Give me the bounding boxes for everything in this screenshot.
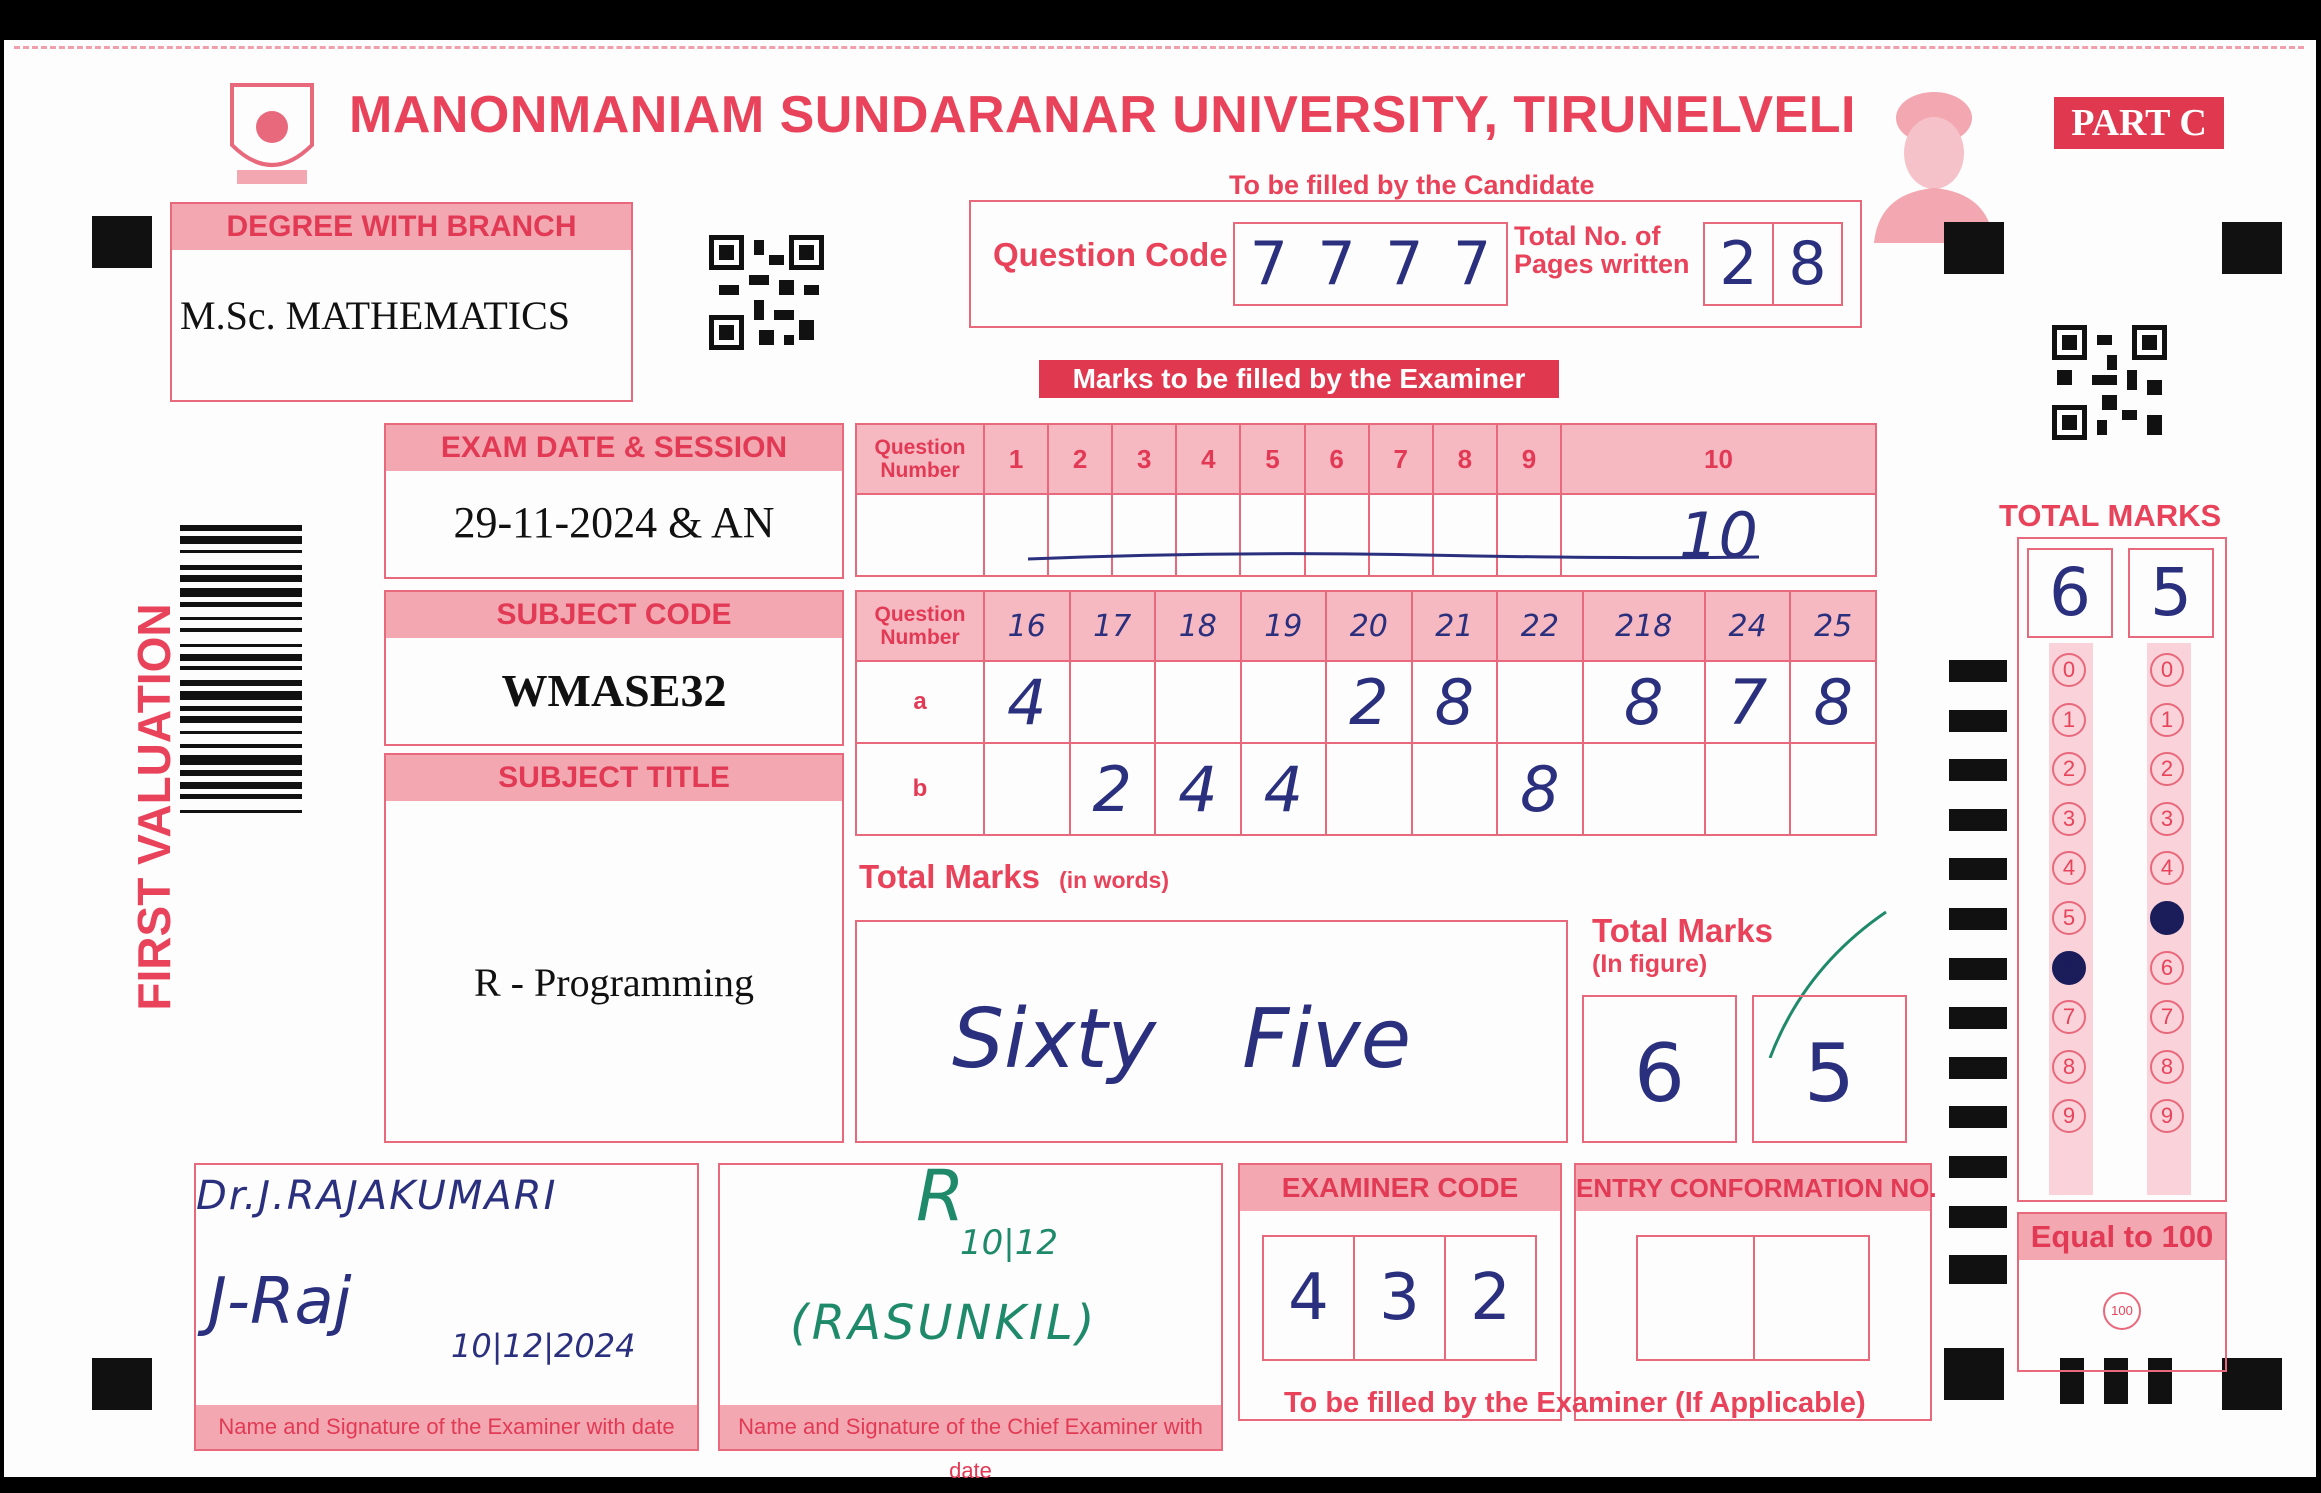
question-code-digit: 7 — [1453, 229, 1492, 299]
total-words-title: Total Marks — [859, 858, 1040, 895]
barcode-bar — [180, 706, 302, 711]
barcode-bar — [180, 575, 302, 582]
entry-confirmation-box — [1574, 1163, 1937, 1421]
omr-digit: 6 — [2049, 554, 2091, 631]
mark-cell[interactable]: 8 — [1790, 661, 1876, 743]
mark-cell[interactable] — [1241, 661, 1327, 743]
question-number-cell: 1 — [984, 424, 1048, 494]
mark-cell[interactable] — [1583, 743, 1705, 835]
question-number-cell: 218 — [1583, 591, 1705, 661]
subject-code-label: SUBJECT CODE — [386, 592, 842, 638]
timing-mark — [1949, 908, 2007, 930]
examiner-code-digit: 4 — [1264, 1237, 1355, 1359]
corner-mark — [1944, 1348, 2004, 1400]
qr-code — [2052, 325, 2167, 440]
omr-bubble[interactable]: 1 — [2150, 703, 2184, 737]
barcode-bar — [180, 654, 302, 661]
total-words-field[interactable] — [855, 920, 1568, 1143]
question-number-line1: Question — [874, 603, 966, 626]
footer-note: To be filled by the Examiner (If Applicable) — [1284, 1387, 1866, 1419]
qr-code — [709, 235, 824, 350]
timing-mark — [1949, 1106, 2007, 1128]
barcode-bar — [180, 617, 302, 620]
equal-to-badge: 100 — [2103, 1292, 2141, 1330]
question-code-digit: 7 — [1249, 229, 1288, 299]
question-number-cell: 8 — [1433, 424, 1497, 494]
omr-bubble[interactable]: 0 — [2052, 653, 2086, 687]
subject-title-box — [384, 753, 844, 1143]
omr-digit-units — [2128, 548, 2214, 638]
barcode-bar — [180, 588, 302, 597]
mark-cell[interactable] — [1070, 661, 1156, 743]
timing-mark — [1949, 1057, 2007, 1079]
barcode-bar — [180, 602, 302, 607]
question-number-cell: 24 — [1705, 591, 1791, 661]
answer-sheet — [4, 40, 2316, 1483]
timing-mark — [1949, 858, 2007, 880]
question-number-cell: 6 — [1305, 424, 1369, 494]
mark-cell[interactable] — [1497, 661, 1583, 743]
mark-cell[interactable] — [1705, 743, 1791, 835]
equal-to-box — [2017, 1212, 2227, 1372]
entry-confirmation-divider — [1753, 1237, 1755, 1359]
marks-table-2-header — [856, 591, 1876, 661]
omr-bubble[interactable]: 3 — [2052, 802, 2086, 836]
total-words-sub: (in words) — [1059, 867, 1169, 893]
examiner-code-field[interactable] — [1262, 1235, 1537, 1361]
omr-digit-tens — [2027, 548, 2113, 638]
total-figure-digit: 6 — [1634, 1027, 1685, 1120]
omr-bubble[interactable]: 2 — [2052, 752, 2086, 786]
barcode-bar — [180, 565, 302, 570]
mark-cell[interactable]: 4 — [984, 661, 1070, 743]
mark-cell[interactable]: 4 — [1155, 743, 1241, 835]
pages-written-field[interactable] — [1703, 222, 1843, 306]
question-number-label — [856, 591, 984, 661]
question-code-digit: 7 — [1317, 229, 1356, 299]
question-number-cell: 2 — [1048, 424, 1112, 494]
degree-value: M.Sc. MATHEMATICS — [180, 293, 571, 338]
omr-bubble[interactable]: 7 — [2150, 1000, 2184, 1034]
question-number-cell: 19 — [1241, 591, 1327, 661]
perforation-line — [14, 46, 2304, 49]
question-number-line1: Question — [874, 436, 966, 459]
question-number-cell: 10 — [1561, 424, 1876, 494]
question-code-digit: 7 — [1385, 229, 1424, 299]
timing-mark — [1949, 1206, 2007, 1228]
marks-row-b — [856, 743, 1876, 835]
mark-cell[interactable] — [984, 743, 1070, 835]
corner-mark — [1944, 222, 2004, 274]
examiner-sign: J-Raj — [208, 1265, 352, 1339]
question-number-cell: 22 — [1497, 591, 1583, 661]
mark-cell[interactable]: 10 — [1561, 494, 1876, 576]
question-number-line2: Number — [880, 459, 960, 482]
corner-mark — [2222, 222, 2282, 274]
chief-caption: Name and Signature of the Chief Examiner with date — [720, 1405, 1221, 1449]
omr-bubble[interactable]: 8 — [2052, 1050, 2086, 1084]
barcode-bar — [180, 731, 302, 734]
university-name: MANONMANIAM SUNDARANAR UNIVERSITY, TIRUNELVELI — [349, 86, 1856, 144]
corner-mark — [2222, 1358, 2282, 1410]
pages-label-line2: Pages written — [1514, 249, 1690, 279]
founder-portrait — [1869, 78, 1999, 243]
university-logo — [222, 75, 322, 195]
exam-date-label: EXAM DATE & SESSION — [386, 425, 842, 471]
corner-mark — [92, 216, 152, 268]
barcode-bar — [180, 782, 302, 789]
marks-row-a — [856, 661, 1876, 743]
mark-cell[interactable] — [1790, 743, 1876, 835]
examiner-code-label: EXAMINER CODE — [1240, 1165, 1560, 1211]
pages-written-label — [1514, 222, 1690, 278]
mark-cell[interactable]: 7 — [1705, 661, 1791, 743]
omr-bubble[interactable]: 9 — [2052, 1099, 2086, 1133]
timing-mark — [1949, 1262, 2007, 1284]
timing-mark — [1949, 759, 2007, 781]
question-number-cell: 9 — [1497, 424, 1561, 494]
question-number-cell: 21 — [1412, 591, 1498, 661]
barcode-bar — [180, 525, 302, 531]
mark-cell[interactable]: 8 — [1583, 661, 1705, 743]
corner-mark — [92, 1358, 152, 1410]
examiner-caption: Name and Signature of the Examiner with date — [196, 1405, 697, 1449]
omr-bubble[interactable]: 4 — [2150, 851, 2184, 885]
question-number-label — [856, 424, 984, 494]
exam-date-box — [384, 423, 844, 579]
barcode-bar — [180, 680, 302, 686]
examiner-code-digit: 3 — [1355, 1237, 1446, 1359]
part-badge: PART C — [2054, 97, 2224, 149]
total-words-value: Sixty Five — [952, 992, 1412, 1087]
barcode-bar — [180, 744, 302, 748]
timing-mark — [1949, 809, 2007, 831]
question-number-cell: 5 — [1240, 424, 1304, 494]
chief-examiner-box — [718, 1155, 1223, 1483]
chief-name: (RASUNKIL) — [790, 1295, 1098, 1351]
total-figure-tens[interactable] — [1582, 995, 1737, 1143]
subject-code-box — [384, 590, 844, 746]
degree-box — [170, 202, 633, 402]
omr-bubble[interactable]: 3 — [2150, 802, 2184, 836]
mark-cell[interactable]: 2 — [1070, 743, 1156, 835]
question-number-cell: 16 — [984, 591, 1070, 661]
pages-label-line1: Total No. of — [1514, 221, 1661, 251]
examiner-banner: Marks to be filled by the Examiner — [1039, 360, 1559, 398]
exam-date-value: 29-11-2024 & AN — [453, 498, 775, 547]
marks-table-2 — [855, 590, 1877, 836]
timing-mark — [1949, 660, 2007, 682]
total-words-label — [859, 858, 1169, 896]
question-number-cell: 20 — [1326, 591, 1412, 661]
examiner-code-box — [1238, 1163, 1562, 1421]
barcode-bar — [180, 536, 302, 544]
omr-bubble[interactable]: 5 — [2052, 901, 2086, 935]
omr-bubble[interactable]: 0 — [2150, 653, 2184, 687]
examiner-date: 10|12|2024 — [451, 1327, 636, 1365]
total-figure-title: Total Marks — [1592, 912, 1773, 949]
question-number-cell: 25 — [1790, 591, 1876, 661]
mark-cell[interactable] — [1412, 743, 1498, 835]
row-a-label: a — [856, 661, 984, 743]
entry-confirmation-field[interactable] — [1636, 1235, 1870, 1361]
subject-title-label: SUBJECT TITLE — [386, 755, 842, 801]
question-number-cell: 18 — [1155, 591, 1241, 661]
omr-total-label: TOTAL MARKS — [1999, 498, 2222, 533]
omr-bubble[interactable]: 9 — [2150, 1099, 2184, 1133]
total-figure-units[interactable] — [1752, 995, 1907, 1143]
omr-bubble[interactable]: 7 — [2052, 1000, 2086, 1034]
mark-cell[interactable]: 8 — [1497, 743, 1583, 835]
degree-label: DEGREE WITH BRANCH — [172, 204, 631, 250]
barcode-bar — [180, 550, 302, 553]
mark-cell[interactable] — [1326, 743, 1412, 835]
pages-digit: 8 — [1788, 229, 1827, 299]
omr-bubble[interactable]: 6 — [2150, 951, 2184, 985]
barcode-bar — [180, 770, 302, 776]
barcode-bar — [180, 628, 302, 632]
chief-date: 10|12 — [960, 1223, 1058, 1263]
barcode-bar — [180, 755, 302, 765]
barcode-bar — [180, 691, 302, 700]
subject-title-value: R - Programming — [474, 960, 754, 1005]
timing-mark — [1949, 1007, 2007, 1029]
strike-through-line — [1024, 545, 1764, 565]
examiner-name: Dr.J.RAJAKUMARI — [196, 1173, 558, 1219]
entry-confirmation-label: ENTRY CONFORMATION NO. — [1576, 1165, 1930, 1211]
question-number-cell: 4 — [1176, 424, 1240, 494]
omr-bubble[interactable]: 2 — [2150, 752, 2184, 786]
barcode-bar — [180, 794, 302, 799]
barcode-bar — [180, 644, 302, 647]
barcode-bar — [180, 666, 302, 670]
barcode — [180, 525, 302, 995]
equal-to-label: Equal to 100 — [2019, 1214, 2225, 1260]
question-number-line2: Number — [880, 626, 960, 649]
barcode-bar — [180, 716, 302, 723]
row-b-label: b — [856, 743, 984, 835]
question-number-cell: 7 — [1369, 424, 1433, 494]
candidate-section-title: To be filled by the Candidate — [1229, 170, 1595, 200]
omr-bubble[interactable]: 1 — [2052, 703, 2086, 737]
pages-digit: 2 — [1705, 224, 1774, 304]
question-number-cell: 3 — [1112, 424, 1176, 494]
barcode-bar — [180, 810, 302, 813]
omr-digit: 5 — [2150, 554, 2192, 631]
omr-bubble[interactable]: 4 — [2052, 851, 2086, 885]
mark-cell[interactable] — [1155, 661, 1241, 743]
total-figure-digit: 5 — [1804, 1027, 1855, 1120]
omr-bubble[interactable]: 5 — [2150, 901, 2184, 935]
total-figure-label — [1592, 912, 1773, 979]
timing-mark — [1949, 710, 2007, 732]
total-figure-sub: (In figure) — [1592, 950, 1708, 978]
mark-cell[interactable]: 4 — [1241, 743, 1327, 835]
first-valuation-label: FIRST VALUATION — [128, 603, 180, 1011]
timing-mark — [1949, 1156, 2007, 1178]
subject-code-value: WMASE32 — [501, 665, 727, 716]
question-number-cell: 17 — [1070, 591, 1156, 661]
question-code-field[interactable] — [1233, 222, 1508, 306]
marks-table-1-header — [856, 424, 1876, 494]
candidate-box — [969, 200, 1862, 328]
mark-cell[interactable]: 2 — [1326, 661, 1412, 743]
omr-bubble[interactable]: 6 — [2052, 951, 2086, 985]
examiner-signature-box — [194, 1163, 699, 1451]
row-label-cell — [856, 494, 984, 576]
omr-bubble[interactable]: 8 — [2150, 1050, 2184, 1084]
chief-initial: R — [916, 1155, 965, 1237]
question-code-label: Question Code — [993, 236, 1228, 273]
timing-mark — [1949, 958, 2007, 980]
examiner-code-digit: 2 — [1470, 1261, 1511, 1335]
mark-cell[interactable]: 8 — [1412, 661, 1498, 743]
